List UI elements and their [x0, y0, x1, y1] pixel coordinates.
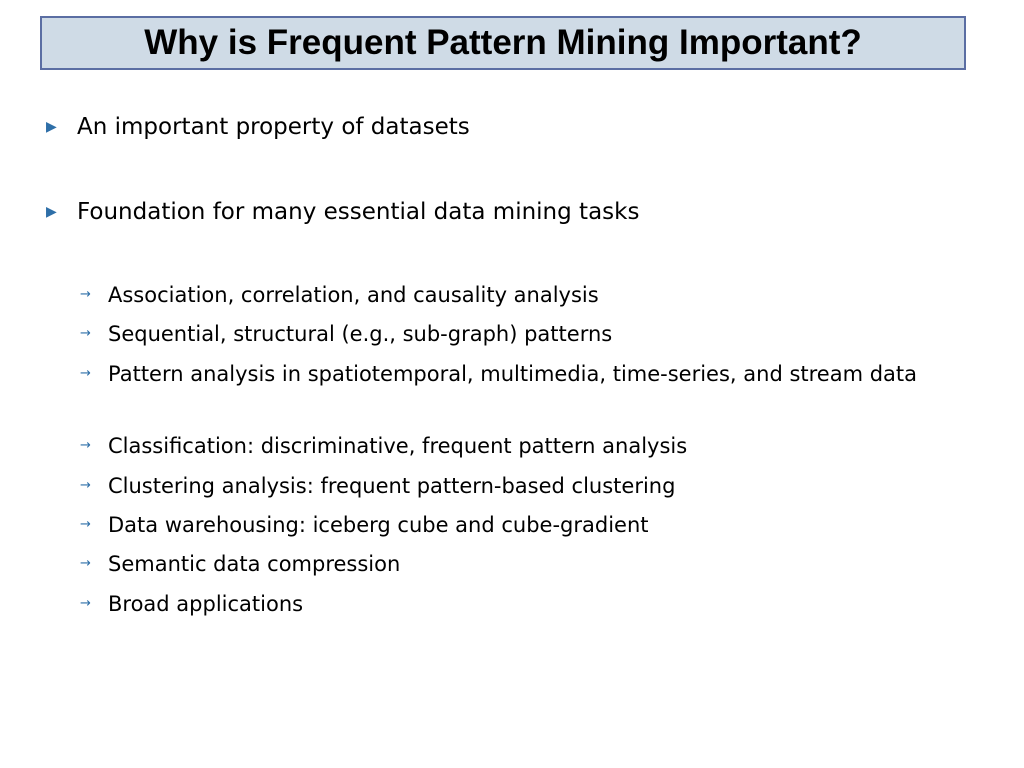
- arrow-right-icon: →: [80, 438, 91, 453]
- arrow-right-icon: →: [80, 366, 91, 381]
- subbullet-text: Data warehousing: iceberg cube and cube-gradient: [108, 513, 649, 537]
- subbullet-item: [80, 358, 960, 390]
- subbullet-text: Clustering analysis: frequent pattern-based clustering: [108, 474, 676, 498]
- subbullet-item: [80, 509, 960, 541]
- arrow-right-icon: →: [80, 517, 91, 532]
- arrow-right-icon: →: [80, 478, 91, 493]
- arrow-right-icon: →: [80, 287, 91, 302]
- subbullet-text: Sequential, structural (e.g., sub-graph) patterns: [108, 322, 613, 346]
- subbullet-text: Association, correlation, and causality analysis: [108, 283, 599, 307]
- subbullet-text: Classification: discriminative, frequent pattern analysis: [108, 434, 688, 458]
- bullet-item: [46, 112, 470, 142]
- arrow-right-icon: →: [80, 596, 91, 611]
- arrow-right-icon: →: [80, 326, 91, 341]
- subbullet-item: [80, 470, 960, 502]
- subbullet-text: Pattern analysis in spatiotemporal, multimedia, time-series, and stream data: [108, 362, 918, 386]
- subbullet-text: Semantic data compression: [108, 552, 401, 576]
- subbullet-item: [80, 588, 960, 620]
- bullet-text: Foundation for many essential data mining tasks: [77, 199, 640, 225]
- bullet-item: [46, 197, 639, 227]
- subbullet-item: [80, 318, 960, 350]
- subbullet-item: [80, 430, 960, 462]
- arrow-right-icon: →: [80, 556, 91, 571]
- triangle-right-icon: ▶: [46, 119, 57, 135]
- title-box: [40, 16, 966, 70]
- slide-title: Why is Frequent Pattern Mining Important?: [144, 23, 862, 62]
- subbullet-text: Broad applications: [108, 592, 304, 616]
- bullet-text: An important property of datasets: [77, 114, 470, 140]
- subbullet-item: [80, 279, 960, 311]
- triangle-right-icon: ▶: [46, 204, 57, 220]
- subbullet-item: [80, 548, 960, 580]
